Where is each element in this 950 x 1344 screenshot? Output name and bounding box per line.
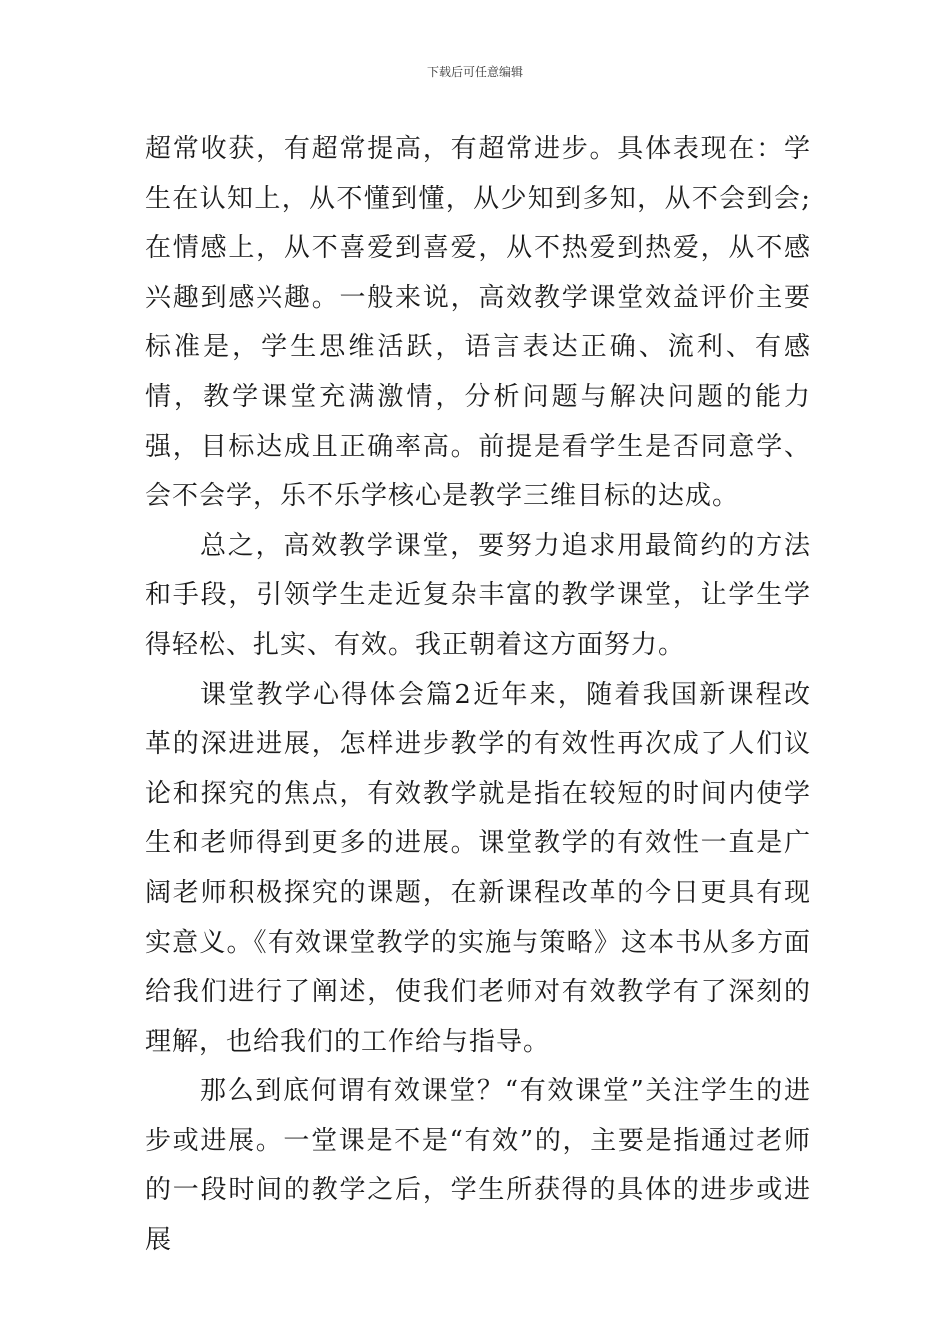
- paragraph-4: 那么到底何谓有效课堂？“有效课堂”关注学生的进步或进展。一堂课是不是“有效”的，主要是指通过老师的一段时间的教学之后，学生所获得的具体的进步或进展: [145, 1076, 811, 1256]
- document-body: [145, 125, 811, 1266]
- paragraph-1: 超常收获，有超常提高，有超常进步。具体表现在：学生在认知上，从不懂到懂，从少知到多知，从不会到会;在情感上，从不喜爱到喜爱，从不热爱到热爱，从不感兴趣到感兴趣。一般来说，高效教学课堂效益评价主要标准是，学生思维活跃，语言表达正确、流利、有感情，教学课堂充满激情，分析问题与解决问题的能力强，目标达成且正确率高。前提是看学生是否同意学、会不会学，乐不乐学核心是教学三维目标的达成。: [145, 134, 811, 512]
- paragraph-2: 总之，高效教学课堂，要努力追求用最简约的方法和手段，引领学生走近复杂丰富的教学课堂，让学生学得轻松、扎实、有效。我正朝着这方面努力。: [145, 530, 811, 660]
- paragraph-3: 课堂教学心得体会篇2近年来，随着我国新课程改革的深进进展，怎样进步教学的有效性再次成了人们议论和探究的焦点，有效教学就是指在较短的时间内使学生和老师得到更多的进展。课堂教学的有效性一直是广阔老师积极探究的课题，在新课程改革的今日更具有现实意义。《有效课堂教学的实施与策略》这本书从多方面给我们进行了阐述，使我们老师对有效教学有了深刻的理解，也给我们的工作给与指导。: [145, 679, 811, 1057]
- page-header-caption: 下载后可任意编辑: [426, 65, 523, 79]
